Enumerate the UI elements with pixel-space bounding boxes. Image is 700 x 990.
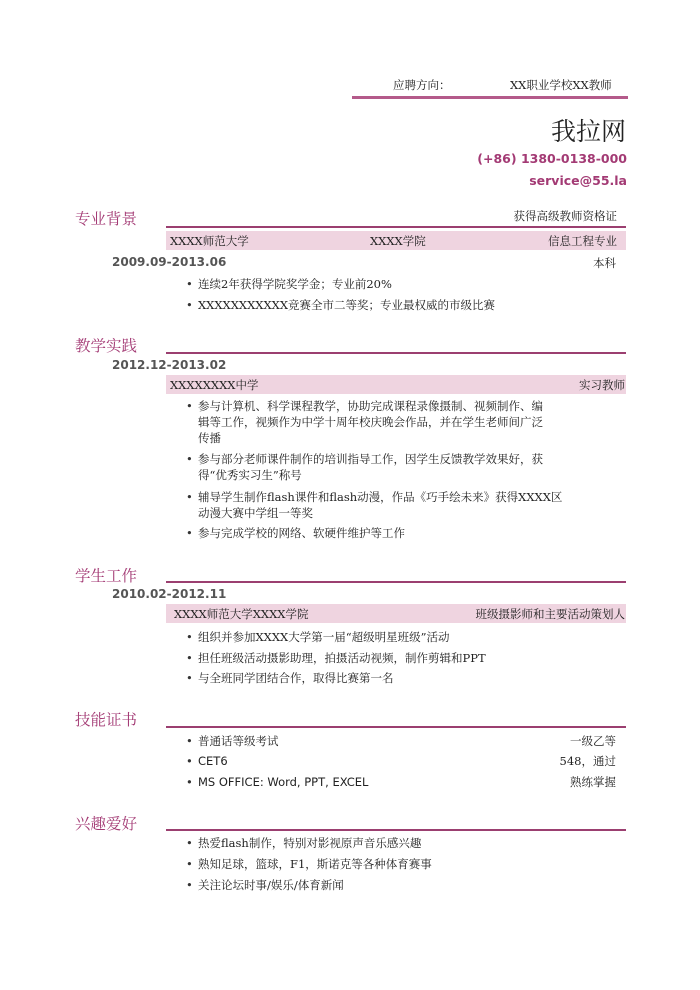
applicant-name: 我拉网 xyxy=(550,117,626,146)
student-role: 班级摄影师和主要活动策划人 xyxy=(475,607,625,621)
skill-level: 一级乙等 xyxy=(570,734,616,748)
email: service@55.la xyxy=(529,173,627,188)
list-item: • 与全班同学团结合作，取得比赛第一名 xyxy=(186,670,394,686)
skill-level: 548，通过 xyxy=(559,754,616,768)
teaching-date: 2012.12-2013.02 xyxy=(112,358,227,372)
list-item: • 热爱flash制作，特别对影视原声音乐感兴趣 xyxy=(186,835,421,851)
section-divider xyxy=(166,581,626,583)
section-title-student: 学生工作 xyxy=(75,567,138,585)
section-title-background: 专业背景 xyxy=(75,210,138,228)
list-item: • 组织并参加XXXX大学第一届“超级明星班级”活动 xyxy=(186,629,450,645)
teaching-org: XXXXXXXX中学 xyxy=(170,378,259,392)
major: 信息工程专业 xyxy=(548,234,617,248)
list-item: • 关注论坛时事/娱乐/体育新闻 xyxy=(186,877,344,893)
position-value: XX职业学校XX教师 xyxy=(510,78,612,92)
list-item: • 熟知足球，篮球，F1，斯诺克等各种体育赛事 xyxy=(186,856,432,872)
skill-level: 熟练掌握 xyxy=(570,775,616,789)
list-item: • XXXXXXXXXXX竞赛全市二等奖；专业最权威的市级比赛 xyxy=(186,297,495,313)
teacher-cert: 获得高级教师资格证 xyxy=(513,209,617,223)
section-divider xyxy=(166,726,626,728)
section-title-hobbies: 兴趣爱好 xyxy=(75,815,138,833)
section-title-teaching: 教学实践 xyxy=(75,337,138,355)
college-name: XXXX学院 xyxy=(370,234,426,248)
position-label: 应聘方向： xyxy=(393,78,451,92)
phone: (+86) 1380-0138-000 xyxy=(477,151,627,166)
list-item: • 参与完成学校的网络、软硬件维护等工作 xyxy=(186,525,405,541)
teaching-role: 实习教师 xyxy=(579,378,625,392)
school-name: XXXX师范大学 xyxy=(170,234,249,248)
degree: 本科 xyxy=(593,256,616,270)
list-item: • CET6 xyxy=(186,753,228,769)
header-divider xyxy=(352,96,628,99)
list-item: • 参与部分老师课件制作的培训指导工作，因学生反馈教学效果好，获 得“优秀实习生”称号 xyxy=(186,451,543,483)
student-org: XXXX师范大学XXXX学院 xyxy=(174,607,309,621)
list-item: • MS OFFICE: Word, PPT, EXCEL xyxy=(186,774,368,790)
student-date: 2010.02-2012.11 xyxy=(112,587,227,601)
list-item: • 普通话等级考试 xyxy=(186,733,279,749)
section-divider xyxy=(166,226,626,228)
section-title-skills: 技能证书 xyxy=(75,711,138,729)
section-divider xyxy=(166,829,626,831)
list-item: • 连续2年获得学院奖学金；专业前20% xyxy=(186,276,392,292)
section-divider xyxy=(166,352,626,354)
list-item: • 参与计算机、科学课程教学，协助完成课程录像摄制、视频制作、编 辑等工作，视频作为中学十周年校庆晚会作品，并在学生老师间广泛 传播 xyxy=(186,398,543,446)
edu-date: 2009.09-2013.06 xyxy=(112,255,227,269)
list-item: • 担任班级活动摄影助理，拍摄活动视频，制作剪辑和PPT xyxy=(186,650,486,666)
list-item: • 辅导学生制作flash课件和flash动漫，作品《巧手绘未来》获得XXXX区 动漫大赛中学组一等奖 xyxy=(186,489,562,521)
